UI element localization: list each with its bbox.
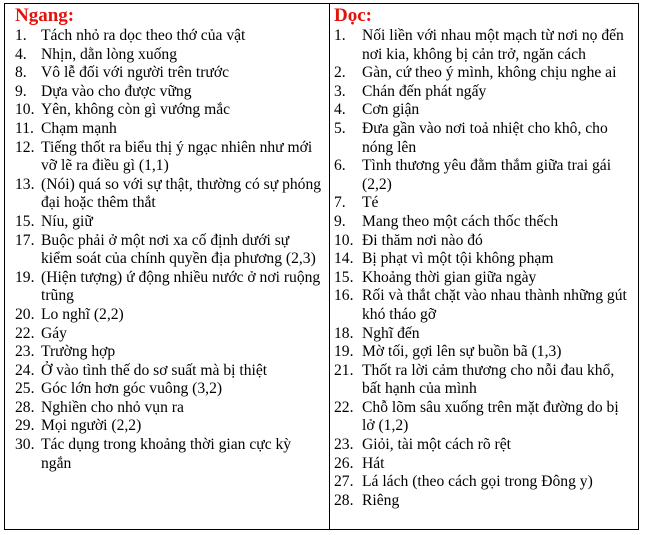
across-clue-text: Vô lễ đối với người trên trước bbox=[41, 64, 230, 82]
across-clue-number: 13. bbox=[15, 175, 35, 193]
across-clue-text: Góc lớn hơn góc vuông (3,2) bbox=[41, 380, 223, 398]
down-clue-text: Khoảng thời gian giữa ngày bbox=[362, 268, 537, 286]
down-clue bbox=[334, 194, 632, 213]
down-clue-number: 19. bbox=[334, 343, 354, 361]
across-clue-text: Tiếng thốt ra biểu thị ý ngạc nhiên như mới vỡ lẽ ra điều gì (1,1) bbox=[41, 138, 313, 175]
across-clue bbox=[15, 176, 323, 213]
down-clue-number: 18. bbox=[334, 324, 354, 342]
across-clue bbox=[15, 101, 323, 120]
down-clue bbox=[334, 250, 632, 269]
across-clue bbox=[15, 27, 323, 46]
down-clue-number: 10. bbox=[334, 231, 354, 249]
across-clue-number: 30. bbox=[15, 436, 35, 454]
across-clue bbox=[15, 46, 323, 65]
down-clue-number: 5. bbox=[334, 119, 346, 137]
down-clue bbox=[334, 232, 632, 251]
down-clue-number: 27. bbox=[334, 473, 354, 491]
down-clue bbox=[334, 399, 632, 436]
across-clue-text: Chạm mạnh bbox=[41, 119, 117, 137]
across-clue-text: Ở vào tình thế do sơ suất mà bị thiệt bbox=[41, 361, 268, 379]
down-clue-number: 6. bbox=[334, 157, 346, 175]
across-clue-text: Dựa vào cho được vững bbox=[41, 82, 192, 100]
down-clue-text: Tình thương yêu đằm thắm giữa trai gái (2,2) bbox=[362, 157, 612, 193]
down-clue-number: 23. bbox=[334, 436, 354, 454]
across-clue-text: Yên, không còn gì vướng mắc bbox=[41, 101, 231, 119]
across-clue-text: Níu, giữ bbox=[41, 212, 93, 230]
down-clue bbox=[334, 101, 632, 120]
across-clue-number: 10. bbox=[15, 101, 35, 119]
down-clue-number: 2. bbox=[334, 64, 346, 82]
down-clue bbox=[334, 157, 632, 194]
across-clue-number: 8. bbox=[15, 64, 27, 82]
across-clue bbox=[15, 120, 323, 139]
across-column bbox=[5, 4, 330, 529]
across-clue-text: Gáy bbox=[41, 324, 67, 342]
down-clue bbox=[334, 27, 632, 64]
down-clue-text: Cơn giận bbox=[362, 101, 420, 119]
down-clue-text: Thốt ra lời cảm thương cho nỗi đau khổ, bất hạnh của mình bbox=[362, 361, 615, 398]
down-clue-number: 3. bbox=[334, 82, 346, 100]
down-clue-number: 9. bbox=[334, 212, 346, 230]
down-clue-text: Giỏi, tài một cách rõ rệt bbox=[362, 436, 511, 454]
across-clue-text: Buộc phải ở một nơi xa cố định dưới sự kiểm soát của chính quyền địa phương (2,3) bbox=[41, 231, 316, 268]
across-clue-number: 17. bbox=[15, 231, 35, 249]
down-clue-number: 1. bbox=[334, 27, 346, 44]
across-clue-number: 20. bbox=[15, 305, 35, 323]
across-clue bbox=[15, 83, 323, 102]
down-clue-text: Mang theo một cách thốc thếch bbox=[362, 212, 559, 230]
across-clue-text: Trường hợp bbox=[41, 343, 116, 361]
across-clue bbox=[15, 64, 323, 83]
down-clue-number: 26. bbox=[334, 454, 354, 472]
down-clue-text: Chỗ lõm sâu xuống trên mặt đường do bị lở (1,2) bbox=[362, 398, 619, 435]
down-clue bbox=[334, 269, 632, 288]
down-clue-text: Mờ tối, gợi lên sự buồn bã (1,3) bbox=[362, 343, 562, 361]
down-clue-text: Rối và thắt chặt vào nhau thành những gút khó tháo gỡ bbox=[362, 287, 627, 323]
across-clue-number: 4. bbox=[15, 45, 27, 63]
across-heading: Ngang: bbox=[15, 5, 75, 26]
across-clue bbox=[15, 325, 323, 344]
down-clue-number: 7. bbox=[334, 194, 346, 212]
down-clue-number: 22. bbox=[334, 398, 354, 416]
across-clue bbox=[15, 417, 323, 436]
across-clue-number: 28. bbox=[15, 398, 35, 416]
down-clue-number: 14. bbox=[334, 250, 354, 268]
across-clue bbox=[15, 232, 323, 269]
across-clue-text: Lo nghĩ (2,2) bbox=[41, 305, 124, 323]
crossword-clues-table bbox=[4, 3, 639, 530]
across-clue-text: Tác dụng trong khoảng thời gian cực kỳ ngắn bbox=[41, 436, 292, 472]
down-clue-text: Đi thăm nơi nào đó bbox=[362, 231, 483, 249]
down-clue bbox=[334, 287, 632, 324]
down-clue bbox=[334, 436, 632, 455]
across-clue-number: 11. bbox=[15, 119, 34, 137]
across-clue-number: 1. bbox=[15, 27, 27, 44]
across-clue-text: (Hiện tượng) ứ động nhiều nước ở nơi ruộng trũng bbox=[41, 268, 321, 305]
down-clue bbox=[334, 343, 632, 362]
across-clue-text: Tách nhỏ ra dọc theo thớ của vật bbox=[41, 27, 246, 44]
down-clue-text: Té bbox=[362, 194, 379, 212]
down-clue bbox=[334, 492, 632, 511]
across-clue bbox=[15, 380, 323, 399]
across-clue-number: 23. bbox=[15, 343, 35, 361]
across-clue bbox=[15, 269, 323, 306]
across-clue-number: 22. bbox=[15, 324, 35, 342]
down-heading: Dọc: bbox=[334, 5, 372, 26]
across-clue-number: 29. bbox=[15, 417, 35, 435]
across-clue-list bbox=[15, 27, 323, 473]
down-clue-text: Riêng bbox=[362, 491, 400, 509]
across-clue-number: 15. bbox=[15, 212, 35, 230]
across-clue bbox=[15, 306, 323, 325]
across-clue-number: 9. bbox=[15, 82, 27, 100]
down-clue-number: 16. bbox=[334, 287, 354, 305]
down-clue bbox=[334, 325, 632, 344]
down-clue-number: 21. bbox=[334, 361, 354, 379]
across-clue-number: 19. bbox=[15, 268, 35, 286]
down-clue bbox=[334, 362, 632, 399]
down-clue bbox=[334, 83, 632, 102]
down-clue bbox=[334, 213, 632, 232]
across-clue-number: 25. bbox=[15, 380, 35, 398]
down-clue-text: Bị phạt vì một tội không phạm bbox=[362, 250, 554, 268]
down-clue-number: 15. bbox=[334, 268, 354, 286]
across-clue bbox=[15, 399, 323, 418]
down-clue-number: 4. bbox=[334, 101, 346, 119]
across-clue bbox=[15, 139, 323, 176]
down-clue bbox=[334, 455, 632, 474]
down-clue bbox=[334, 64, 632, 83]
down-clue bbox=[334, 473, 632, 492]
down-clue-text: Nối liền với nhau một mạch từ nơi nọ đến nơi kia, không bị cản trở, ngăn cách bbox=[362, 27, 624, 63]
down-clue bbox=[334, 120, 632, 157]
across-clue bbox=[15, 213, 323, 232]
across-clue bbox=[15, 362, 323, 381]
down-clue-text: Nghĩ đến bbox=[362, 324, 420, 342]
down-column bbox=[330, 4, 638, 529]
across-clue bbox=[15, 436, 323, 473]
down-clue-list bbox=[334, 27, 632, 510]
down-clue-number: 28. bbox=[334, 491, 354, 509]
down-clue-text: Lá lách (theo cách gọi trong Đông y) bbox=[362, 473, 593, 491]
across-clue-text: Nhịn, dằn lòng xuống bbox=[41, 45, 178, 63]
across-clue bbox=[15, 343, 323, 362]
down-clue-text: Hát bbox=[362, 454, 385, 472]
down-clue-text: Chán đến phát ngấy bbox=[362, 82, 487, 100]
down-clue-text: Đưa gần vào nơi toả nhiệt cho khô, cho nóng lên bbox=[362, 119, 608, 156]
down-clue-text: Gàn, cứ theo ý mình, không chịu nghe ai bbox=[362, 64, 617, 82]
across-clue-text: (Nói) quá so với sự thật, thường có sự phóng đại hoặc thêm thắt bbox=[41, 175, 322, 212]
across-clue-text: Mọi người (2,2) bbox=[41, 417, 142, 435]
across-clue-text: Nghiền cho nhỏ vụn ra bbox=[41, 398, 184, 416]
across-clue-number: 12. bbox=[15, 138, 35, 156]
across-clue-number: 24. bbox=[15, 361, 35, 379]
